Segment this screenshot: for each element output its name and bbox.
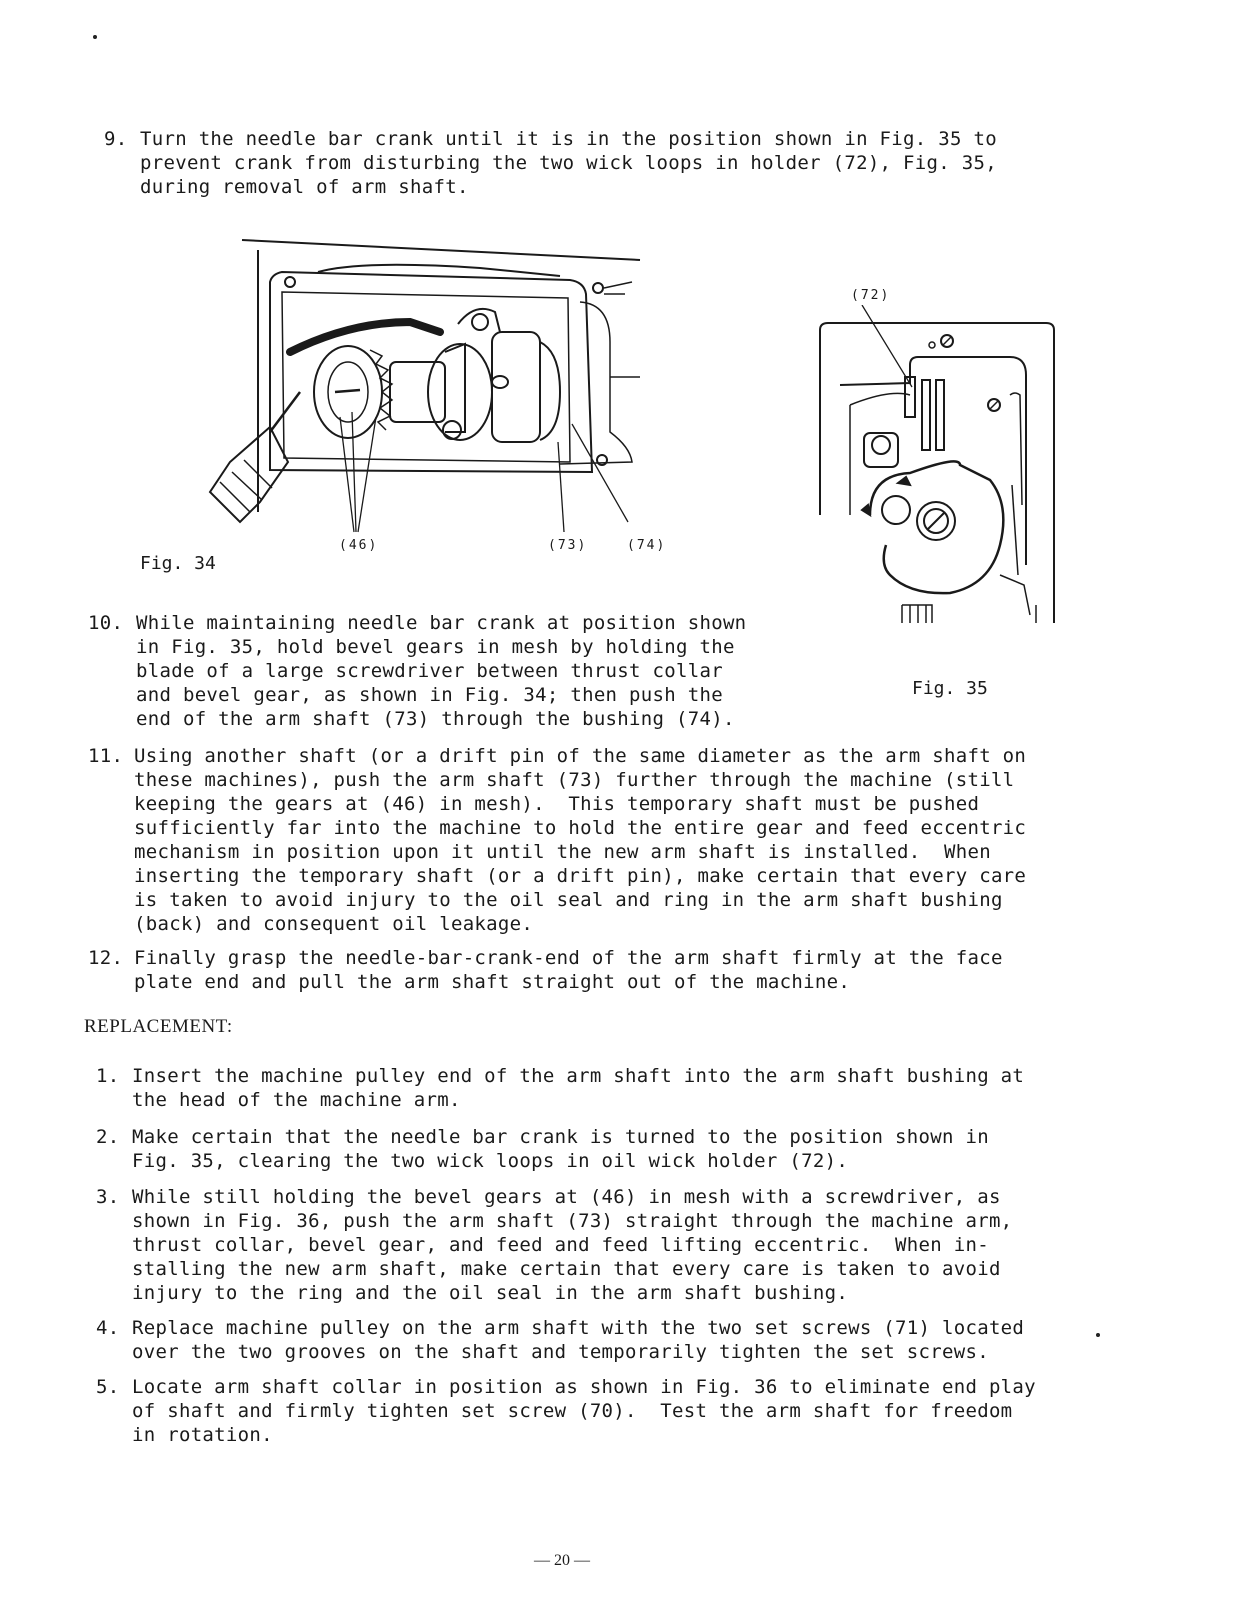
replacement-step-2 [96,1125,1096,1175]
replacement-step-4 [96,1316,1096,1366]
step-number: 9. [104,128,128,150]
step-number: 11. [88,745,124,767]
step-11 [88,744,1088,940]
fig-35-illustration [810,305,1060,625]
step-text: Finally grasp the needle-bar-crank-end of the arm shaft firmly at the face plate end and pull the arm shaft straight out of the machine. [134,947,1003,993]
fig-35-label: Fig. 35 [912,678,988,699]
step-text: Insert the machine pulley end of the arm shaft into the arm shaft bushing at the head of the machine arm. [132,1065,1025,1111]
step-number: 4. [96,1317,120,1339]
step-10 [88,611,808,735]
step-text: While still holding the bevel gears at (46) in mesh with a screwdriver, as shown in Fig. 36, push the arm shaft (73) straight through the machine arm, thrust collar, bevel gear, and feed and feed lifting eccentric. When in- stalling the new arm shaft, make certain that every care is taken to avoid injury to the ring and the oil seal in the arm shaft bushing. [132,1186,1013,1304]
step-number: 1. [96,1065,120,1087]
replacement-step-5 [96,1375,1096,1451]
replacement-step-3 [96,1185,1096,1309]
step-text: Locate arm shaft collar in position as shown in Fig. 36 to eliminate end play of shaft and firmly tighten set screw (70). Test the arm shaft for freedom in rotation. [132,1376,1036,1446]
fig-34-callout-74: (74) [627,538,667,553]
step-number: 5. [96,1376,120,1398]
fig-35-callout-72: (72) [851,288,891,303]
step-text: Turn the needle bar crank until it is in the position shown in Fig. 35 to prevent crank from disturbing the two wick loops in holder (72), Fig. 35, during removal of arm shaft. [140,128,997,198]
step-number: 10. [88,612,124,634]
fig-34-callout-73: (73) [548,538,588,553]
step-12 [88,946,1088,996]
replacement-step-1 [96,1064,1096,1114]
step-text: While maintaining needle bar crank at position shown in Fig. 35, hold bevel gears in mesh by holding the blade of a large screwdriver between thrust collar and bevel gear, as shown in Fig. 34; then push the end of the arm shaft (73) through the bushing (74). [136,612,747,730]
fig-34-label: Fig. 34 [140,553,216,574]
replacement-heading: REPLACEMENT: [84,1016,233,1037]
step-text: Replace machine pulley on the arm shaft with the two set screws (71) located over the two grooves on the shaft and temporarily tighten the set screws. [132,1317,1025,1363]
page-number: — 20 — [534,1552,590,1569]
stray-mark [1096,1333,1100,1337]
fig-34-illustration [200,232,650,542]
step-text: Make certain that the needle bar crank is turned to the position shown in Fig. 35, clearing the two wick loops in oil wick holder (72). [132,1126,989,1172]
step-text: Using another shaft (or a drift pin of the same diameter as the arm shaft on these machines), push the arm shaft (73) further through the machine (still keeping the gears at (46) in mesh). This temporary shaft must be pushed sufficiently far into the machine to hold the entire gear and feed eccentric mechanism in position upon it until the new arm shaft is installed. When inserting the temporary shaft (or a drift pin), make certain that every care is taken to avoid injury to the oil seal and ring in the arm shaft bushing (back) and consequent oil leakage. [134,745,1027,935]
stray-mark [93,35,97,39]
step-number: 12. [88,947,124,969]
fig-34-callout-46: (46) [339,538,379,553]
step-number: 2. [96,1126,120,1148]
step-number: 3. [96,1186,120,1208]
step-9 [104,127,1064,207]
